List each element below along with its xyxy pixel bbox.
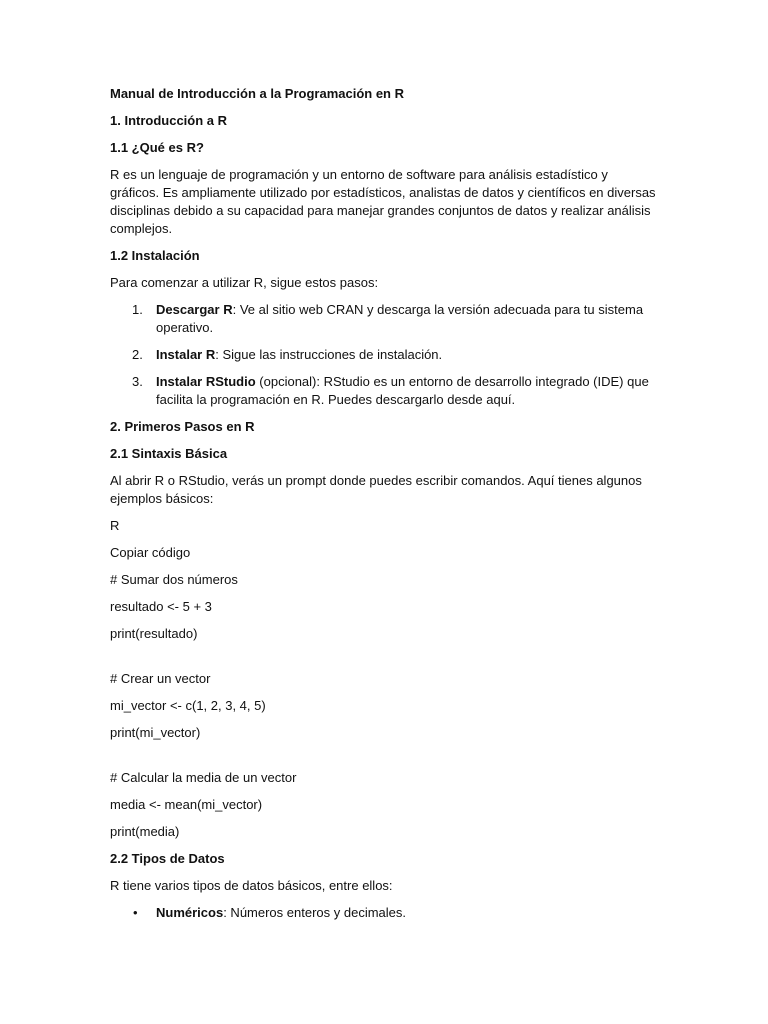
subsection-heading: 1.2 Instalación	[110, 248, 200, 263]
list-number: 2.	[132, 347, 143, 362]
section-heading: 1. Introducción a R	[110, 113, 228, 128]
code-line: resultado <- 5 + 3	[110, 599, 212, 614]
list-item-bold: Instalar RStudio	[156, 374, 256, 389]
bullet-icon: •	[133, 905, 138, 920]
list-item	[110, 904, 658, 922]
paragraph: Al abrir R o RStudio, verás un prompt donde puedes escribir comandos. Aquí tienes algunos ejemplos básicos:	[110, 473, 642, 506]
code-line: media <- mean(mi_vector)	[110, 797, 263, 812]
list-number: 1.	[132, 302, 143, 317]
numbered-list	[110, 301, 658, 409]
list-item-text: : Números enteros y decimales.	[223, 905, 406, 920]
code-line: # Calcular la media de un vector	[110, 770, 297, 785]
code-language-label: R	[110, 518, 120, 533]
list-item	[110, 301, 658, 337]
paragraph: R es un lenguaje de programación y un entorno de software para análisis estadístico y gráficos. Es ampliamente utilizado por estadísticos, analistas de datos y científicos en diversas disciplinas debido a su capacidad para manejar grandes conjuntos de datos y realizar análisis complejos.	[110, 167, 656, 236]
list-item	[110, 373, 658, 409]
blank-line	[110, 751, 658, 769]
code-line: # Sumar dos números	[110, 572, 238, 587]
code-line: print(resultado)	[110, 626, 198, 641]
code-line: print(media)	[110, 824, 180, 839]
list-number: 3.	[132, 374, 143, 389]
list-item-text: (opcional): RStudio es un entorno de desarrollo integrado (IDE) que facilita la programación en R. Puedes descargarlo desde aquí.	[156, 374, 649, 407]
list-item-bold: Numéricos	[156, 905, 224, 920]
paragraph: R tiene varios tipos de datos básicos, entre ellos:	[110, 878, 393, 893]
section-heading: 2. Primeros Pasos en R	[110, 419, 255, 434]
subsection-heading: 1.1 ¿Qué es R?	[110, 140, 204, 155]
subsection-heading: 2.2 Tipos de Datos	[110, 851, 225, 866]
subsection-heading: 2.1 Sintaxis Básica	[110, 446, 228, 461]
list-item-bold: Descargar R	[156, 302, 233, 317]
bullet-list	[110, 904, 658, 922]
list-item	[110, 346, 658, 364]
code-line: print(mi_vector)	[110, 725, 201, 740]
list-item-text: : Sigue las instrucciones de instalación.	[215, 347, 443, 362]
paragraph: Para comenzar a utilizar R, sigue estos pasos:	[110, 275, 379, 290]
blank-line	[110, 652, 658, 670]
document-title: Manual de Introducción a la Programación en R	[110, 86, 404, 101]
list-item-bold: Instalar R	[156, 347, 216, 362]
list-item-text: : Ve al sitio web CRAN y descarga la versión adecuada para tu sistema operativo.	[156, 302, 644, 335]
code-line: # Crear un vector	[110, 671, 211, 686]
copy-code-button[interactable]: Copiar código	[110, 545, 191, 560]
code-line: mi_vector <- c(1, 2, 3, 4, 5)	[110, 698, 266, 713]
